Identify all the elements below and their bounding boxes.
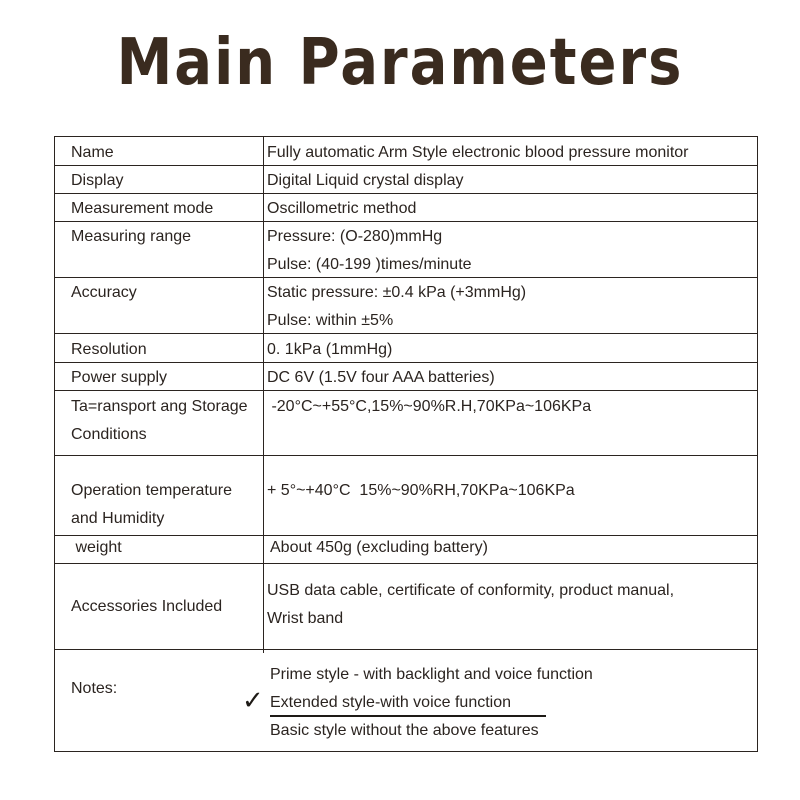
value-display: Digital Liquid crystal display [267,172,464,189]
label-resolution: Resolution [71,341,147,358]
value-power-supply: DC 6V (1.5V four AAA batteries) [267,369,495,386]
row-divider [55,563,757,564]
value-accessories-2: Wrist band [267,610,344,627]
column-divider [263,137,264,653]
value-transport-storage: -20°C~+55°C,15%~90%R.H,70KPa~106KPa [267,398,592,415]
value-name: Fully automatic Arm Style electronic blood pressure monitor [267,144,689,161]
value-measuring-range-pulse: Pulse: (40-199 )times/minute [267,256,472,273]
value-weight: About 450g (excluding battery) [270,539,488,556]
value-accessories-1: USB data cable, certificate of conformity, product manual, [267,582,675,599]
note-basic-style: Basic style without the above features [270,722,539,739]
label-name: Name [71,144,114,161]
label-transport-storage-1: Ta=ransport ang Storage [71,398,248,415]
row-divider [55,333,757,334]
page-title: Main Parameters [116,25,684,100]
value-accuracy-pressure: Static pressure: ±0.4 kPa (+3mmHg) [267,284,527,301]
value-accuracy-pulse: Pulse: within ±5% [267,312,394,329]
label-transport-storage-2: Conditions [71,426,147,443]
label-notes: Notes: [71,680,118,697]
note-extended-style: Extended style-with voice function [270,694,512,711]
label-display: Display [71,172,124,189]
value-measuring-range-pressure: Pressure: (O-280)mmHg [267,228,443,245]
label-accuracy: Accuracy [71,284,137,301]
checkmark-icon: ✓ [242,686,264,716]
value-operation-temp: + 5°~+40°C 15%~90%RH,70KPa~106KPa [267,482,575,499]
parameters-table [54,136,758,752]
value-resolution: 0. 1kPa (1mmHg) [267,341,393,358]
row-divider [55,362,757,363]
value-measurement-mode: Oscillometric method [267,200,417,217]
row-divider [55,455,757,456]
label-operation-temp-2: and Humidity [71,510,165,527]
note-prime-style: Prime style - with backlight and voice function [270,666,593,683]
label-accessories: Accessories Included [71,598,223,615]
label-measurement-mode: Measurement mode [71,200,214,217]
label-weight: weight [71,539,122,556]
label-power-supply: Power supply [71,369,168,386]
label-operation-temp-1: Operation temperature [71,482,232,499]
row-divider [55,649,757,650]
label-measuring-range: Measuring range [71,228,192,245]
